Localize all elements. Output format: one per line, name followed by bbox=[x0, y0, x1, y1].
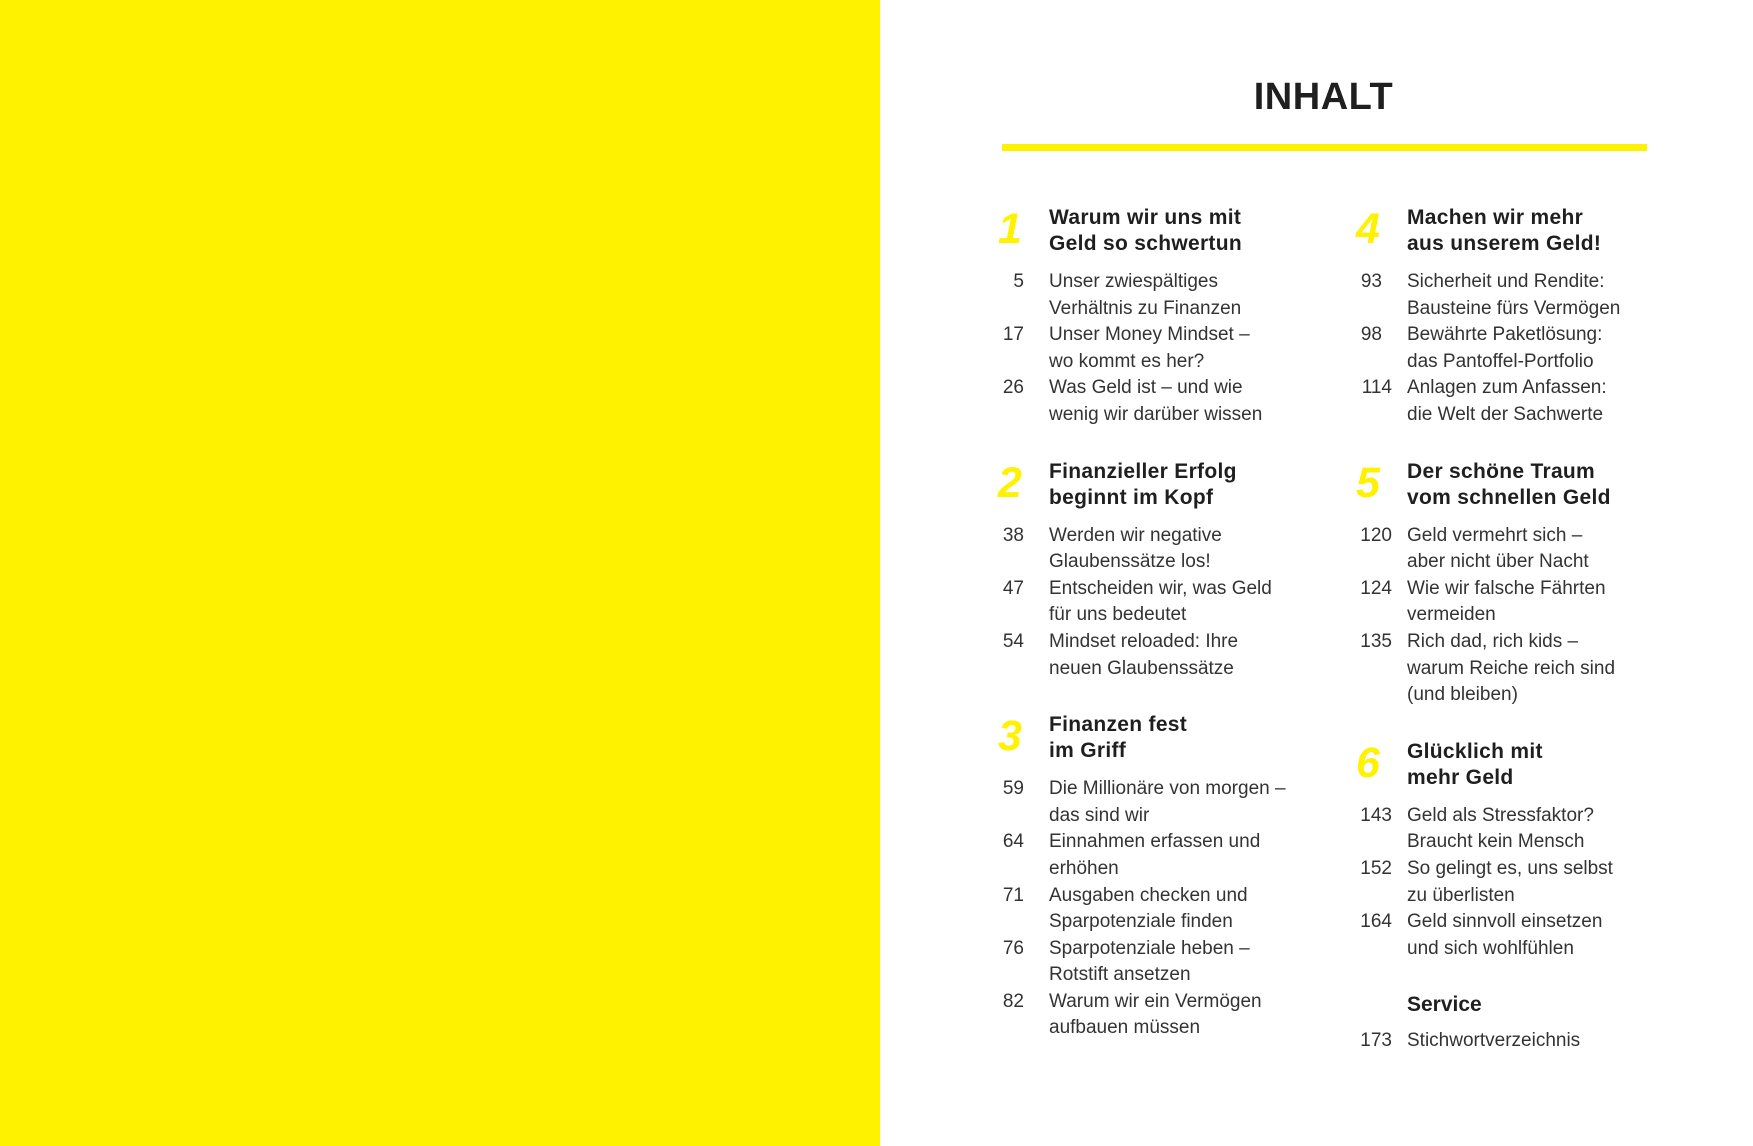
toc-entry-page-number: 82 bbox=[1002, 990, 1024, 1012]
toc-entry-title-line: vermeiden bbox=[1407, 604, 1496, 626]
chapter-title-line: Glücklich mit bbox=[1407, 739, 1543, 763]
toc-entry-title bbox=[1407, 803, 1660, 856]
toc-entry-title-line: Geld vermehrt sich – bbox=[1407, 524, 1583, 546]
toc-entry[interactable] bbox=[1360, 576, 1660, 629]
toc-entry-title-line: Werden wir negative bbox=[1049, 524, 1222, 546]
toc-entry-title-line: das Pantoffel-Portfolio bbox=[1407, 350, 1594, 372]
toc-entry-page-number: 71 bbox=[1002, 884, 1024, 906]
toc-entry-page-number: 114 bbox=[1361, 377, 1392, 399]
chapter-title-line: Machen wir mehr bbox=[1407, 206, 1584, 229]
toc-entry-title-line: wo kommt es her? bbox=[1049, 350, 1205, 372]
chapter-title bbox=[1407, 739, 1667, 791]
toc-entry-title-line: Unser zwiespältiges bbox=[1049, 271, 1218, 292]
toc-entry[interactable] bbox=[1002, 375, 1302, 428]
chapter-title-line: vom schnellen Geld bbox=[1407, 485, 1611, 509]
toc-entry-title-line: warum Reiche reich sind bbox=[1407, 657, 1616, 679]
chapter-title-line: Finanzen fest bbox=[1049, 713, 1188, 737]
toc-entry-title-line: erhöhen bbox=[1049, 857, 1119, 879]
toc-entry[interactable] bbox=[1360, 523, 1660, 576]
toc-entry-title-line: und sich wohlfühlen bbox=[1407, 937, 1574, 959]
toc-entry-title bbox=[1049, 883, 1302, 936]
chapter-title-line: aus unserem Geld! bbox=[1407, 232, 1602, 255]
toc-entry-title-line: zu überlisten bbox=[1407, 884, 1515, 906]
toc-entry-title-line: Sicherheit und Rendite: bbox=[1407, 271, 1605, 292]
toc-entry-title bbox=[1049, 322, 1302, 375]
toc-entry-title bbox=[1407, 269, 1660, 322]
toc-entry[interactable] bbox=[1360, 269, 1660, 322]
toc-entry-page-number: 5 bbox=[1013, 271, 1024, 292]
toc-entry-title bbox=[1049, 629, 1302, 682]
toc-entry-page-number: 38 bbox=[1002, 524, 1024, 546]
toc-entry-title bbox=[1049, 375, 1302, 428]
toc-entry-title-line: Unser Money Mindset – bbox=[1049, 324, 1250, 346]
toc-entry[interactable] bbox=[1002, 936, 1302, 989]
toc-entry[interactable] bbox=[1360, 322, 1660, 375]
toc-entry[interactable] bbox=[1360, 629, 1660, 709]
toc-entry[interactable] bbox=[1002, 989, 1302, 1042]
chapter-title-line: mehr Geld bbox=[1407, 765, 1514, 789]
chapter-heading bbox=[1356, 738, 1660, 791]
toc-entry-title bbox=[1049, 269, 1302, 322]
toc-entry[interactable] bbox=[1360, 909, 1660, 962]
chapter-heading bbox=[998, 458, 1302, 511]
toc-entry-page-number: 135 bbox=[1360, 630, 1392, 652]
toc-entry-title-line: aufbauen müssen bbox=[1049, 1017, 1201, 1039]
toc-entry-title-line: (und bleiben) bbox=[1407, 684, 1518, 706]
toc-entry-page-number: 98 bbox=[1360, 324, 1382, 346]
toc-entry-title bbox=[1049, 936, 1302, 989]
toc-entry-page-number: 76 bbox=[1002, 937, 1024, 959]
toc-entry-title-line: Einnahmen erfassen und bbox=[1049, 831, 1261, 853]
chapter-section bbox=[1356, 738, 1660, 963]
toc-entry-page-number: 64 bbox=[1002, 831, 1024, 853]
toc-entry-page-number: 54 bbox=[1002, 630, 1024, 652]
toc-entry-page-number: 17 bbox=[1002, 324, 1024, 346]
toc-entry-title-line: Was Geld ist – und wie bbox=[1049, 377, 1243, 399]
chapter-section bbox=[998, 712, 1302, 1042]
toc-entry-page-number: 59 bbox=[1002, 778, 1024, 800]
toc-entry-page-number: 93 bbox=[1360, 271, 1382, 292]
toc-entry-title-line: Geld sinnvoll einsetzen bbox=[1407, 911, 1603, 933]
chapter-number: 2 bbox=[998, 458, 1022, 507]
toc-entry-title-line: Rotstift ansetzen bbox=[1049, 964, 1191, 986]
toc-entry[interactable] bbox=[1002, 269, 1302, 322]
toc-entry-title-line: So gelingt es, uns selbst bbox=[1407, 857, 1613, 879]
toc-entry-title-line: Anlagen zum Anfassen: bbox=[1407, 377, 1607, 399]
toc-entry-title bbox=[1407, 909, 1660, 962]
chapter-section bbox=[998, 458, 1302, 683]
toc-entry-title bbox=[1407, 375, 1660, 428]
toc-entry-page-number: 120 bbox=[1360, 524, 1392, 546]
toc-entry-title-line: Braucht kein Mensch bbox=[1407, 831, 1585, 853]
service-title: Service bbox=[1407, 993, 1482, 1017]
toc-entry-title-line: Geld als Stressfaktor? bbox=[1407, 804, 1594, 826]
chapter-number: 1 bbox=[998, 205, 1022, 253]
toc-entry-title-line: Mindset reloaded: Ihre bbox=[1049, 630, 1239, 652]
toc-entry-title-line: Sparpotenziale heben – bbox=[1049, 937, 1250, 959]
toc-entry-title-line: die Welt der Sachwerte bbox=[1407, 403, 1604, 425]
toc-entry-page-number: 173 bbox=[1360, 1030, 1392, 1052]
chapter-title bbox=[1407, 459, 1667, 511]
toc-entry-title-line: Rich dad, rich kids – bbox=[1407, 630, 1579, 652]
toc-right-column bbox=[1356, 205, 1660, 1111]
chapter-title bbox=[1049, 712, 1309, 764]
toc-entry-title-line: für uns bedeutet bbox=[1049, 604, 1187, 626]
toc-entry-title bbox=[1407, 1028, 1660, 1055]
toc-entry-title-line: Bausteine fürs Vermögen bbox=[1407, 297, 1621, 319]
toc-entry-title-line: aber nicht über Nacht bbox=[1407, 551, 1589, 573]
toc-entry-title-line: neuen Glaubenssätze bbox=[1049, 657, 1234, 679]
toc-entry-title bbox=[1049, 576, 1302, 629]
toc-entry-title-line: Glaubenssätze los! bbox=[1049, 551, 1211, 573]
toc-entry-page-number: 152 bbox=[1360, 857, 1392, 879]
toc-entry-title bbox=[1049, 523, 1302, 576]
toc-entry-page-number: 26 bbox=[1002, 377, 1024, 399]
chapter-title bbox=[1407, 205, 1667, 257]
toc-left-column bbox=[998, 205, 1302, 1072]
toc-entry[interactable] bbox=[1360, 375, 1660, 428]
chapter-heading bbox=[998, 712, 1302, 764]
toc-entry-title-line: das sind wir bbox=[1049, 804, 1150, 826]
toc-entry[interactable] bbox=[1360, 1028, 1660, 1081]
toc-entry-title bbox=[1049, 829, 1302, 882]
chapter-title-line: Der schöne Traum bbox=[1407, 459, 1596, 483]
toc-entry-title-line: Warum wir ein Vermögen bbox=[1049, 990, 1262, 1012]
toc-entry[interactable] bbox=[1002, 776, 1302, 829]
chapter-section bbox=[998, 205, 1302, 429]
toc-entry-title bbox=[1407, 856, 1660, 909]
chapter-title-line: Geld so schwertun bbox=[1049, 232, 1242, 255]
toc-entry[interactable] bbox=[1002, 883, 1302, 936]
chapter-section bbox=[1356, 458, 1660, 709]
service-section bbox=[1360, 992, 1660, 1081]
toc-entry[interactable] bbox=[1360, 803, 1660, 856]
chapter-number: 3 bbox=[998, 712, 1022, 761]
toc-entry-page-number: 164 bbox=[1360, 911, 1392, 933]
toc-entry-page-number: 124 bbox=[1360, 577, 1392, 599]
chapter-heading bbox=[1356, 458, 1660, 511]
chapter-heading bbox=[998, 205, 1302, 257]
toc-entry[interactable] bbox=[1002, 523, 1302, 576]
toc-entry[interactable] bbox=[1002, 322, 1302, 375]
toc-entry-page-number: 47 bbox=[1002, 577, 1024, 599]
toc-entry-page-number: 143 bbox=[1360, 804, 1392, 826]
toc-entry-title-line: Stichwortverzeichnis bbox=[1407, 1030, 1581, 1052]
chapter-title-line: im Griff bbox=[1049, 739, 1127, 763]
toc-entry[interactable] bbox=[1002, 829, 1302, 882]
title-rule bbox=[1002, 144, 1647, 151]
toc-entry-title-line: Ausgaben checken und bbox=[1049, 884, 1248, 906]
toc-entry-title-line: Entscheiden wir, was Geld bbox=[1049, 577, 1272, 599]
toc-entry-title bbox=[1407, 523, 1660, 576]
chapter-title-line: beginnt im Kopf bbox=[1049, 485, 1214, 509]
toc-entry-title bbox=[1407, 629, 1660, 709]
toc-entry-title bbox=[1407, 322, 1660, 375]
toc-entry-title-line: Wie wir falsche Fährten bbox=[1407, 577, 1606, 599]
toc-entry-title bbox=[1049, 776, 1302, 829]
toc-entry[interactable] bbox=[1002, 576, 1302, 629]
toc-entry-title bbox=[1049, 989, 1302, 1042]
page-title: INHALT bbox=[1253, 76, 1394, 118]
chapter-number: 6 bbox=[1356, 738, 1380, 787]
toc-entry-title-line: Verhältnis zu Finanzen bbox=[1049, 297, 1242, 319]
toc-entry-title-line: Bewährte Paketlösung: bbox=[1407, 324, 1603, 346]
toc-entry-title-line: Die Millionäre von morgen – bbox=[1049, 778, 1286, 800]
chapter-number: 5 bbox=[1356, 458, 1380, 507]
chapter-section bbox=[1356, 205, 1660, 429]
chapter-title bbox=[1049, 205, 1309, 257]
toc-entry[interactable] bbox=[1360, 856, 1660, 909]
toc-entry-title bbox=[1407, 576, 1660, 629]
chapter-title-line: Warum wir uns mit bbox=[1049, 206, 1242, 229]
chapter-title bbox=[1049, 459, 1309, 511]
chapter-heading bbox=[1356, 205, 1660, 257]
toc-entry-title-line: wenig wir darüber wissen bbox=[1049, 403, 1263, 425]
chapter-number: 4 bbox=[1356, 205, 1380, 253]
toc-entry-title-line: Sparpotenziale finden bbox=[1049, 911, 1233, 933]
chapter-title-line: Finanzieller Erfolg bbox=[1049, 459, 1237, 483]
toc-entry[interactable] bbox=[1002, 629, 1302, 682]
